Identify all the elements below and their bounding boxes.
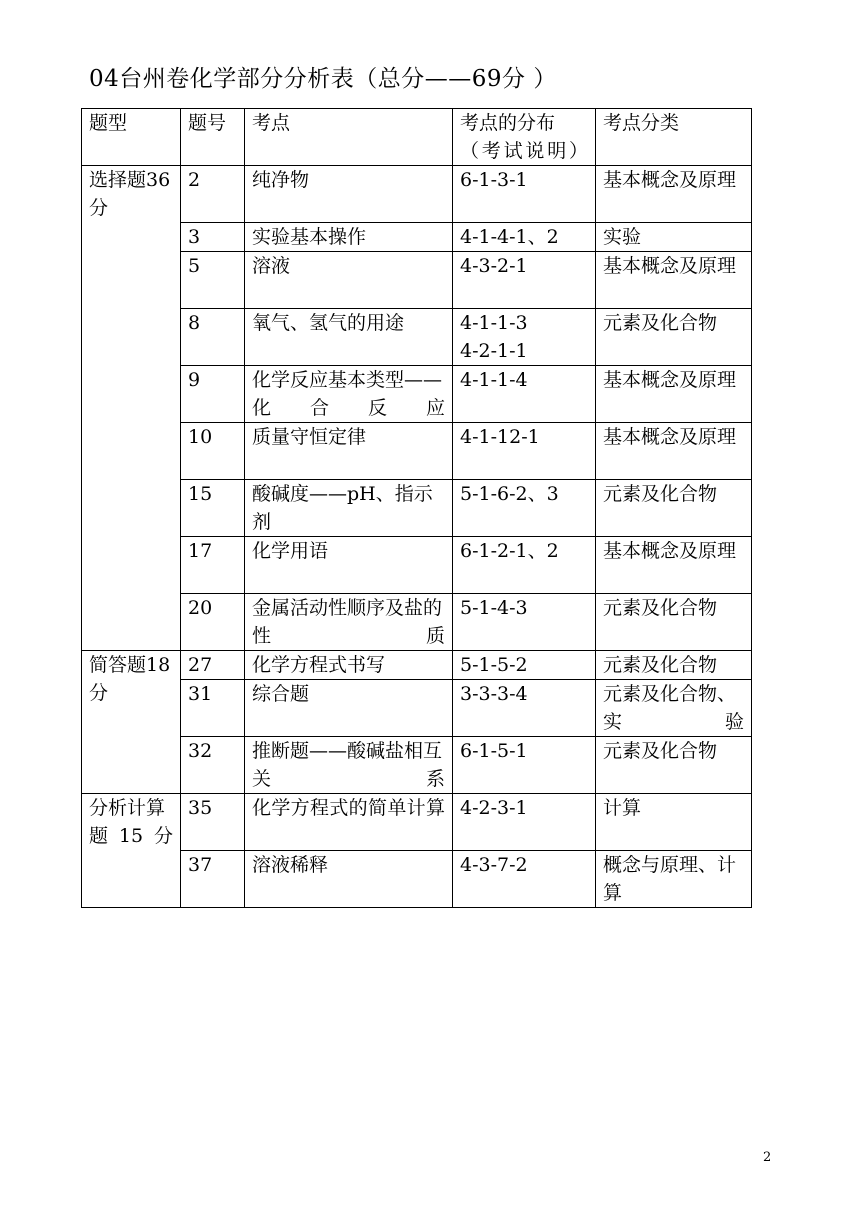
header-distribution: 考点的分布（考试说明）	[453, 109, 596, 166]
distribution-cell: 4-1-4-1、2	[453, 223, 596, 252]
category-cell: 元素及化合物、实验	[596, 680, 752, 737]
table-row	[82, 537, 752, 594]
page-title: 04台州卷化学部分分析表（总分——69分 ）	[89, 66, 557, 92]
distribution-cell: 4-3-7-2	[453, 851, 596, 908]
table-row	[82, 737, 752, 794]
exam-point-cell: 实验基本操作	[245, 223, 453, 252]
distribution-cell: 5-1-5-2	[453, 651, 596, 680]
question-number-cell: 27	[181, 651, 245, 680]
category-cell: 计算	[596, 794, 752, 851]
distribution-cell: 3-3-3-4	[453, 680, 596, 737]
category-cell: 元素及化合物	[596, 594, 752, 651]
table-header-row	[82, 109, 752, 166]
distribution-cell: 4-1-1-3 4-2-1-1	[453, 309, 596, 366]
header-type: 题型	[82, 109, 181, 166]
question-number-cell: 3	[181, 223, 245, 252]
exam-point-cell: 酸碱度——pH、指示剂	[245, 480, 453, 537]
question-number-cell: 5	[181, 252, 245, 309]
category-cell: 元素及化合物	[596, 309, 752, 366]
table-row	[82, 794, 752, 851]
table-row	[82, 680, 752, 737]
question-number-cell: 17	[181, 537, 245, 594]
category-cell: 实验	[596, 223, 752, 252]
table-row	[82, 366, 752, 423]
question-number-cell: 8	[181, 309, 245, 366]
question-number-cell: 37	[181, 851, 245, 908]
table-row	[82, 423, 752, 480]
header-number: 题号	[181, 109, 245, 166]
table-row	[82, 223, 752, 252]
table-row	[82, 166, 752, 223]
analysis-table	[81, 108, 752, 908]
category-cell: 基本概念及原理	[596, 252, 752, 309]
question-number-cell: 35	[181, 794, 245, 851]
question-number-cell: 9	[181, 366, 245, 423]
question-number-cell: 15	[181, 480, 245, 537]
question-type-cell: 分析计算题15分	[82, 794, 181, 908]
question-type-cell: 选择题36分	[82, 166, 181, 651]
distribution-cell: 6-1-5-1	[453, 737, 596, 794]
question-number-cell: 2	[181, 166, 245, 223]
distribution-cell: 4-1-12-1	[453, 423, 596, 480]
question-number-cell: 31	[181, 680, 245, 737]
page-number: 2	[763, 1150, 772, 1165]
category-cell: 基本概念及原理	[596, 366, 752, 423]
header-point: 考点	[245, 109, 453, 166]
exam-point-cell: 化学反应基本类型——化合反应	[245, 366, 453, 423]
distribution-cell: 6-1-3-1	[453, 166, 596, 223]
category-cell: 元素及化合物	[596, 651, 752, 680]
exam-point-cell: 化学用语	[245, 537, 453, 594]
question-type-cell: 简答题18分	[82, 651, 181, 794]
distribution-cell: 6-1-2-1、2	[453, 537, 596, 594]
exam-point-cell: 综合题	[245, 680, 453, 737]
category-cell: 元素及化合物	[596, 737, 752, 794]
exam-point-cell: 氧气、氢气的用途	[245, 309, 453, 366]
exam-point-cell: 推断题——酸碱盐相互关系	[245, 737, 453, 794]
exam-point-cell: 金属活动性顺序及盐的性质	[245, 594, 453, 651]
header-category: 考点分类	[596, 109, 752, 166]
exam-point-cell: 溶液	[245, 252, 453, 309]
exam-point-cell: 化学方程式的简单计算	[245, 794, 453, 851]
table-row	[82, 851, 752, 908]
category-cell: 基本概念及原理	[596, 166, 752, 223]
table-row	[82, 480, 752, 537]
exam-point-cell: 纯净物	[245, 166, 453, 223]
category-cell: 基本概念及原理	[596, 537, 752, 594]
distribution-cell: 5-1-4-3	[453, 594, 596, 651]
question-number-cell: 10	[181, 423, 245, 480]
distribution-cell: 5-1-6-2、3	[453, 480, 596, 537]
table-row	[82, 651, 752, 680]
distribution-cell: 4-3-2-1	[453, 252, 596, 309]
exam-point-cell: 溶液稀释	[245, 851, 453, 908]
exam-point-cell: 质量守恒定律	[245, 423, 453, 480]
table-row	[82, 252, 752, 309]
table-row	[82, 309, 752, 366]
distribution-cell: 4-1-1-4	[453, 366, 596, 423]
exam-point-cell: 化学方程式书写	[245, 651, 453, 680]
distribution-cell: 4-2-3-1	[453, 794, 596, 851]
category-cell: 元素及化合物	[596, 480, 752, 537]
category-cell: 基本概念及原理	[596, 423, 752, 480]
category-cell: 概念与原理、计算	[596, 851, 752, 908]
table-row	[82, 594, 752, 651]
question-number-cell: 20	[181, 594, 245, 651]
question-number-cell: 32	[181, 737, 245, 794]
